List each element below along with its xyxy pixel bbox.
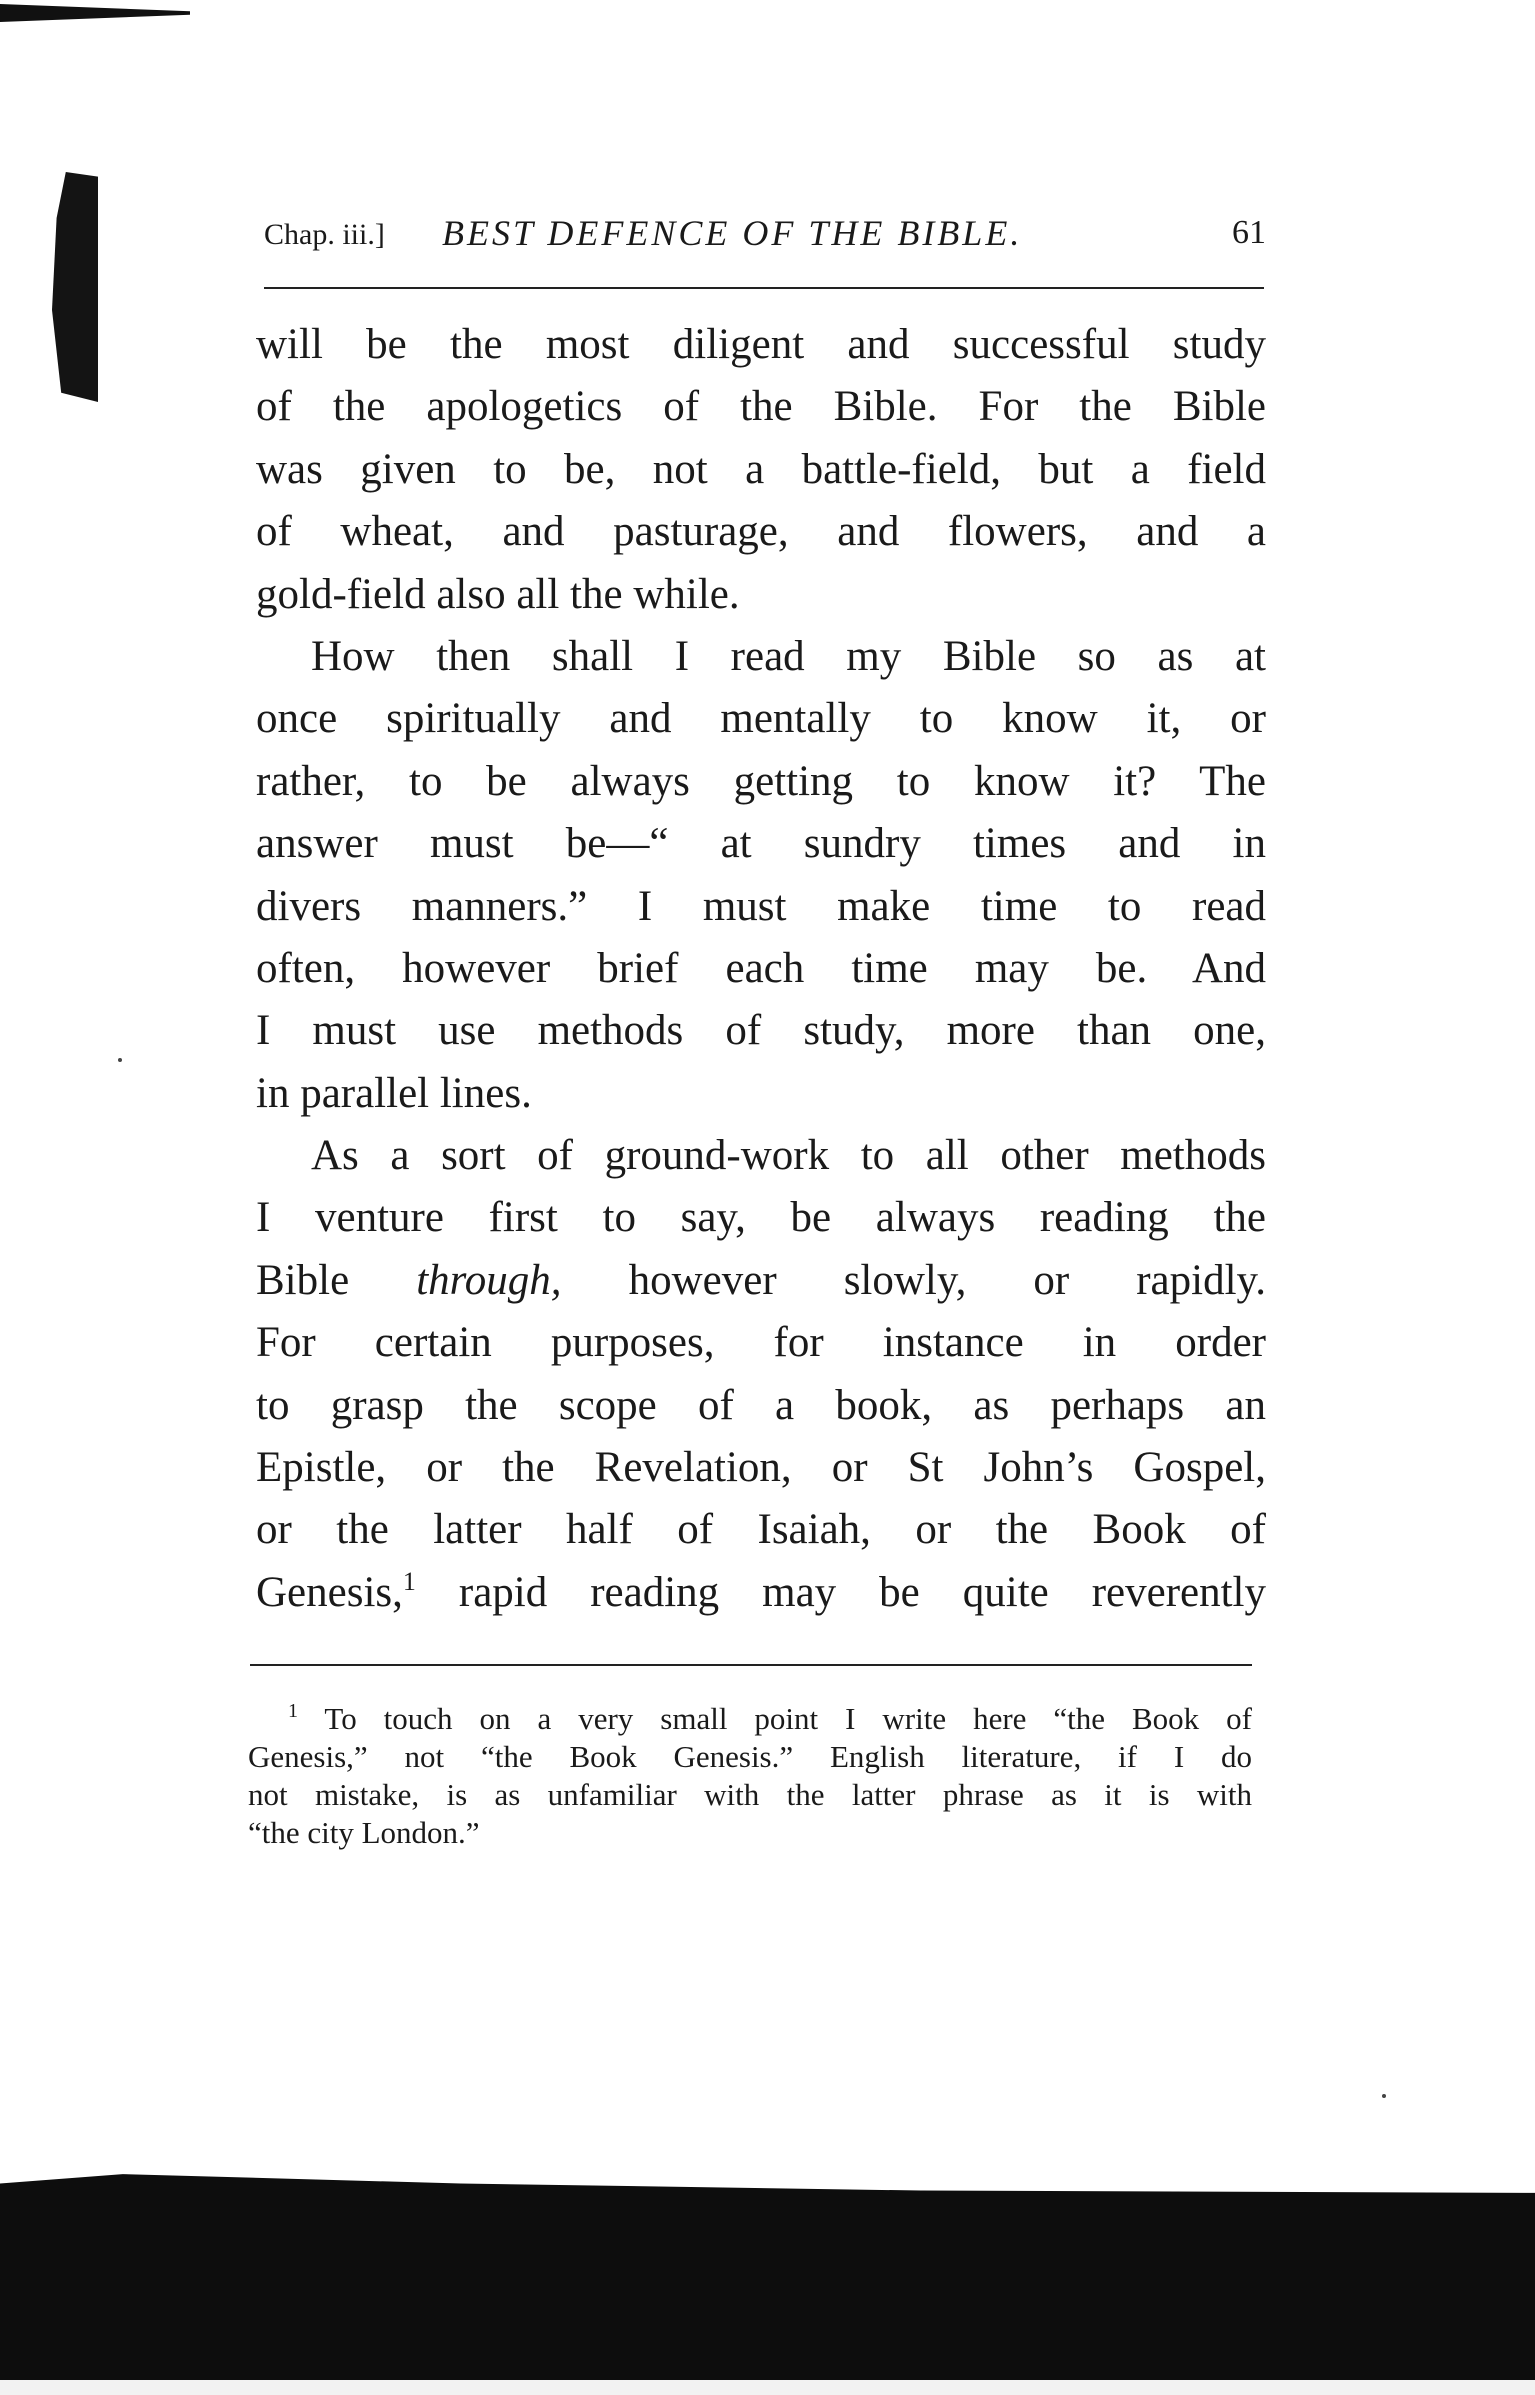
footnote-line: Genesis,” not “the Book Genesis.” English literature, if I do xyxy=(248,1739,1252,1774)
chapter-label: Chap. iii.] xyxy=(264,218,385,251)
main-text xyxy=(256,314,1266,1624)
text-fragment: Bible xyxy=(256,1256,350,1304)
footnote-line: “the city London.” xyxy=(248,1815,480,1850)
text-line: gold-field also all the while. xyxy=(256,570,740,618)
footnote-text: To touch on a very small point I write here “the Book of xyxy=(324,1701,1252,1736)
scan-artifact-top xyxy=(0,4,190,22)
text-line: or the latter half of Isaiah, or the Book of xyxy=(256,1506,1266,1554)
text-line: divers manners.” I must make time to read xyxy=(256,882,1266,930)
scan-speck xyxy=(118,1058,122,1062)
text-line: For certain purposes, for instance in order xyxy=(256,1319,1266,1367)
text-line: I venture first to say, be always reading the xyxy=(256,1194,1266,1242)
page-number: 61 xyxy=(1232,214,1266,251)
scan-speck xyxy=(1382,2094,1386,2098)
text-line: will be the most diligent and successful study xyxy=(256,321,1266,368)
text-line: in parallel lines. xyxy=(256,1069,532,1117)
text-line: How then shall I read my Bible so as at xyxy=(311,632,1266,680)
footnote-rule xyxy=(250,1664,1252,1666)
text-line: of wheat, and pasturage, and flowers, and a xyxy=(256,508,1266,556)
text-line: often, however brief each time may be. And xyxy=(256,944,1266,992)
footnote-reference: 1 xyxy=(402,1566,416,1596)
footnote-line xyxy=(248,1700,1252,1738)
text-line-with-footnote-ref xyxy=(256,1562,1266,1624)
text-fragment: Genesis, xyxy=(256,1568,403,1616)
text-line: was given to be, not a battle-field, but a field xyxy=(256,445,1266,493)
text-fragment: rapid reading may be quite reverently xyxy=(458,1568,1266,1616)
text-line-with-emphasis xyxy=(256,1250,1266,1312)
text-line: rather, to be always getting to know it? The xyxy=(256,757,1266,805)
footnote xyxy=(248,1700,1252,1852)
text-line: once spiritually and mentally to know it, or xyxy=(256,695,1266,743)
text-line: I must use methods of study, more than one, xyxy=(256,1007,1266,1055)
header-rule xyxy=(264,287,1264,289)
emphasis-through: through, xyxy=(416,1256,562,1304)
text-line: to grasp the scope of a book, as perhaps an xyxy=(256,1381,1266,1429)
text-fragment: however slowly, or rapidly. xyxy=(628,1256,1266,1304)
scan-edge xyxy=(0,2380,1535,2395)
text-line: Epistle, or the Revelation, or St John’s Gospel, xyxy=(256,1444,1266,1492)
footnote-marker: 1 xyxy=(288,1700,298,1722)
scan-artifact-bottom xyxy=(0,2160,1535,2395)
scan-artifact-left xyxy=(52,172,98,402)
text-line: answer must be—“ at sundry times and in xyxy=(256,820,1266,868)
text-line: As a sort of ground-work to all other methods xyxy=(311,1132,1266,1180)
running-title: BEST DEFENCE OF THE BIBLE. xyxy=(442,213,1023,253)
footnote-line: not mistake, is as unfamiliar with the latter phrase as it is with xyxy=(248,1777,1252,1812)
running-header xyxy=(264,208,1264,268)
text-line: of the apologetics of the Bible. For the Bible xyxy=(256,383,1266,431)
